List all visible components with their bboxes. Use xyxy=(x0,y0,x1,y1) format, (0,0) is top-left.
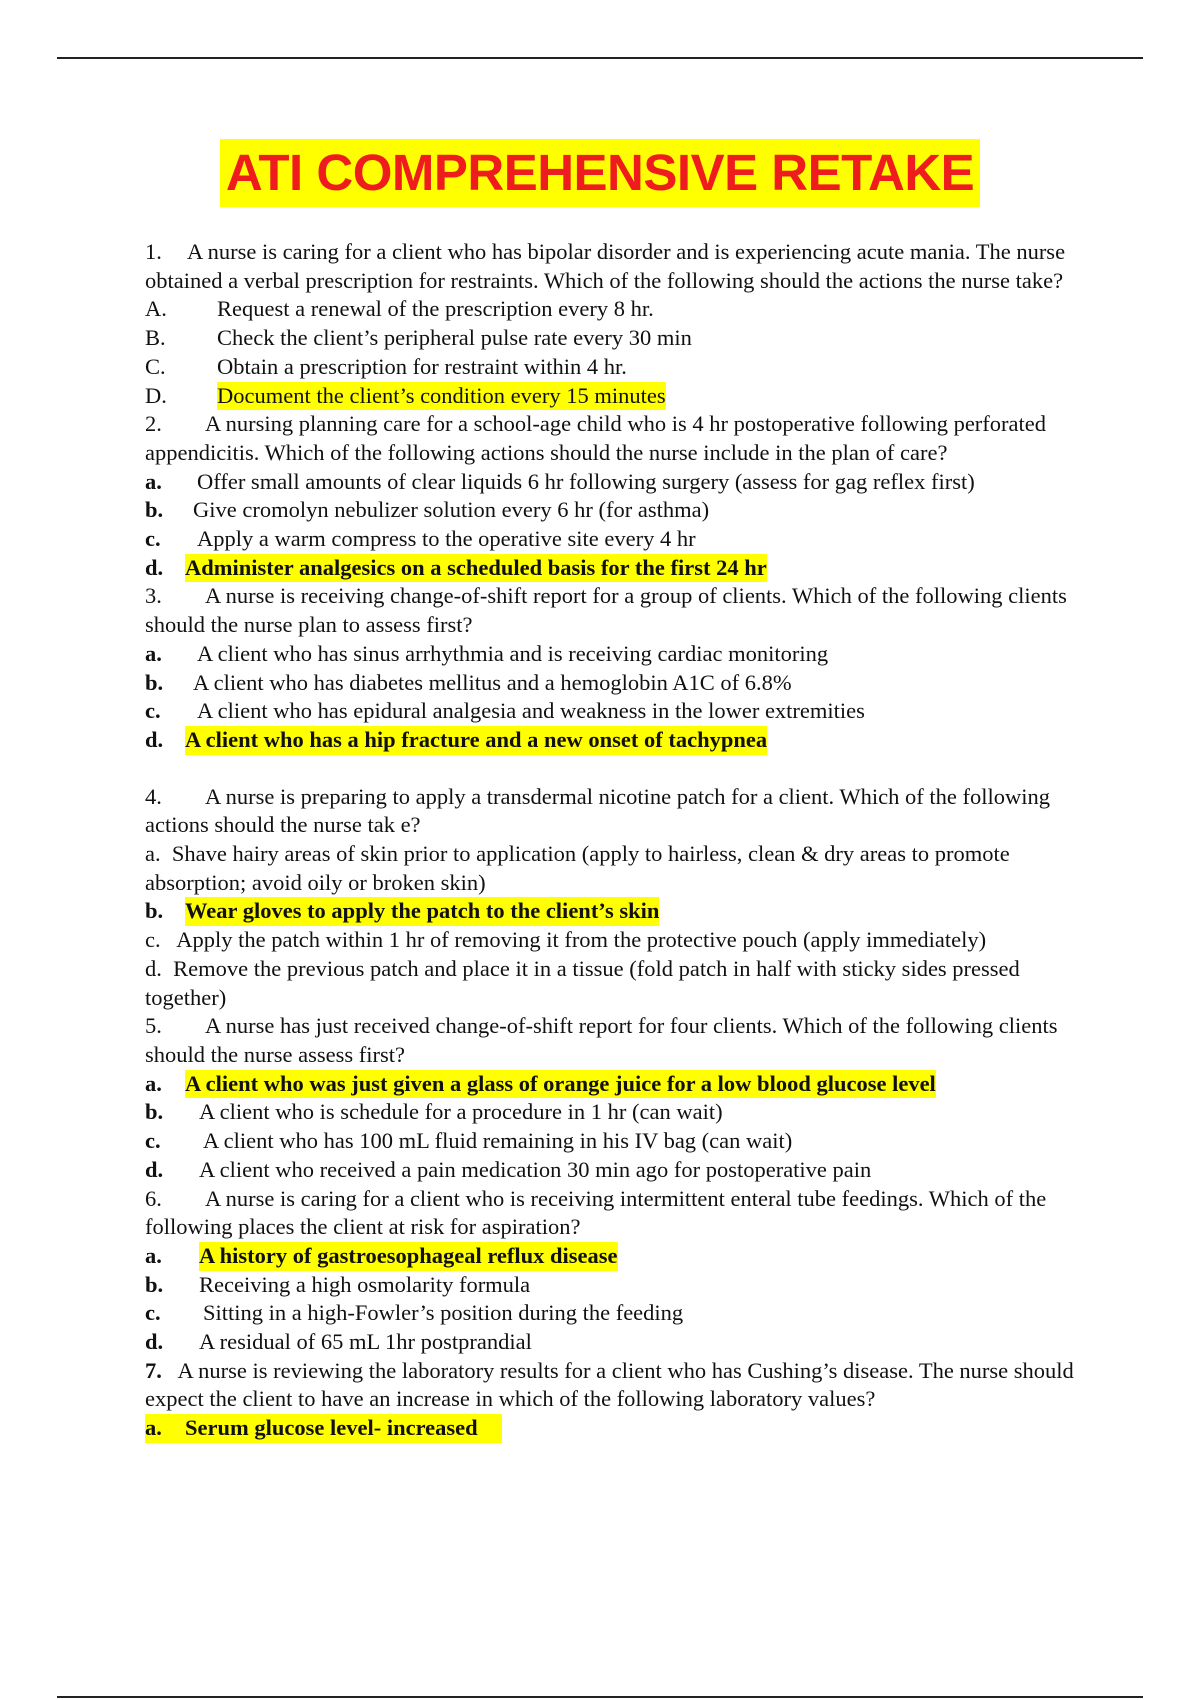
option-text: Apply the patch within 1 hr of removing it from the protective pouch (apply immediately) xyxy=(176,927,987,953)
answer-option xyxy=(145,353,1080,382)
option-label: D. xyxy=(145,382,167,408)
question-1 xyxy=(145,238,1080,295)
option-text: A client who received a pain medication 30 min ago for postoperative pain xyxy=(199,1156,872,1182)
option-text: A client who has epidural analgesia and weakness in the lower extremities xyxy=(197,698,865,724)
answer-option xyxy=(145,525,1080,554)
correct-answer-option xyxy=(145,897,1080,926)
option-label: c. xyxy=(145,1128,161,1154)
answer-option xyxy=(145,955,1080,1012)
option-text: Obtain a prescription for restraint within 4 hr. xyxy=(217,353,627,379)
answer-option xyxy=(145,324,1080,353)
option-label: b. xyxy=(145,1271,164,1297)
answer-option xyxy=(145,640,1080,669)
question-4 xyxy=(145,783,1080,840)
option-text: Request a renewal of the prescription every 8 hr. xyxy=(217,296,654,322)
correct-answer-option xyxy=(145,554,1080,583)
option-label: c. xyxy=(145,1300,161,1326)
option-label: c. xyxy=(145,927,161,953)
correct-answer-option xyxy=(145,1414,1080,1443)
option-label: a. xyxy=(145,1414,185,1443)
option-label: B. xyxy=(145,325,166,351)
answer-option xyxy=(145,1271,1080,1300)
question-2 xyxy=(145,410,1080,467)
question-text: A nurse is reviewing the laboratory results for a client who has Cushing’s disease. The nurse should expect the client to have an increase in which of the following laboratory values? xyxy=(145,1357,1074,1412)
option-text: Sitting in a high-Fowler’s position during the feeding xyxy=(203,1300,684,1326)
option-label: d. xyxy=(145,955,162,981)
question-number: 1. xyxy=(145,239,162,264)
option-label: a. xyxy=(145,841,161,867)
question-7 xyxy=(145,1357,1080,1414)
bottom-rule xyxy=(57,1696,1143,1698)
option-label: A. xyxy=(145,296,167,322)
blank-line xyxy=(145,755,1080,783)
question-number: 3. xyxy=(145,583,162,609)
answer-option xyxy=(145,1156,1080,1185)
option-label: d. xyxy=(145,554,164,580)
title-container xyxy=(0,139,1200,207)
option-label: d. xyxy=(145,726,164,752)
option-label: d. xyxy=(145,1156,164,1182)
option-label: a. xyxy=(145,468,162,494)
option-text: A client who has sinus arrhythmia and is receiving cardiac monitoring xyxy=(197,640,829,666)
top-rule xyxy=(57,57,1143,59)
option-text: A client who has 100 mL fluid remaining in his IV bag (can wait) xyxy=(203,1128,793,1154)
highlighted-answer-text: A history of gastroesophageal reflux disease xyxy=(199,1242,618,1271)
highlighted-answer-text: A client who has a hip fracture and a new onset of tachypnea xyxy=(185,726,767,755)
answer-option xyxy=(145,697,1080,726)
answer-option xyxy=(145,1127,1080,1156)
answer-option xyxy=(145,669,1080,698)
correct-answer-option xyxy=(145,1070,1080,1099)
option-label: a. xyxy=(145,1070,162,1096)
answer-option xyxy=(145,1328,1080,1357)
highlighted-answer-text: A client who was just given a glass of orange juice for a low blood glucose level xyxy=(185,1070,936,1099)
question-3 xyxy=(145,582,1080,639)
answer-option xyxy=(145,295,1080,324)
option-text: Receiving a high osmolarity formula xyxy=(199,1271,531,1297)
answer-option xyxy=(145,840,1080,897)
answer-option xyxy=(145,468,1080,497)
option-text: Offer small amounts of clear liquids 6 hr following surgery (assess for gag reflex first) xyxy=(197,468,975,494)
question-number: 2. xyxy=(145,411,162,437)
question-number: 6. xyxy=(145,1185,162,1211)
option-text: Remove the previous patch and place it in a tissue (fold patch in half with sticky sides pressed together) xyxy=(145,955,1020,1010)
document-title: ATI COMPREHENSIVE RETAKE xyxy=(220,139,980,207)
question-number: 4. xyxy=(145,783,162,809)
question-6 xyxy=(145,1185,1080,1242)
answer-option xyxy=(145,496,1080,525)
highlighted-answer-text: Wear gloves to apply the patch to the client’s skin xyxy=(185,897,659,926)
option-text: Give cromolyn nebulizer solution every 6 hr (for asthma) xyxy=(193,497,710,523)
answer-option xyxy=(145,1098,1080,1127)
highlighted-answer-text: Administer analgesics on a scheduled basis for the first 24 hr xyxy=(185,554,767,583)
option-text: Apply a warm compress to the operative site every 4 hr xyxy=(197,526,696,552)
answer-option xyxy=(145,926,1080,955)
answer-option xyxy=(145,1299,1080,1328)
question-5 xyxy=(145,1012,1080,1069)
option-label: b. xyxy=(145,898,164,924)
option-label: C. xyxy=(145,353,166,379)
option-text: A client who has diabetes mellitus and a hemoglobin A1C of 6.8% xyxy=(193,669,792,695)
option-label: a. xyxy=(145,1242,162,1268)
option-label: d. xyxy=(145,1329,164,1355)
question-text: A nurse is caring for a client who is receiving intermittent enteral tube feedings. Which of the following places the client at risk for aspiration? xyxy=(145,1185,1047,1240)
highlighted-answer-text: Serum glucose level- increased xyxy=(185,1414,502,1443)
correct-answer-option xyxy=(145,1242,1080,1271)
option-label: b. xyxy=(145,1099,164,1125)
question-text: A nurse is caring for a client who has bipolar disorder and is experiencing acute mania. The nurse obtained a verbal prescription for restraints. Which of the following should the actions the nurse take? xyxy=(145,239,1066,293)
option-text: Shave hairy areas of skin prior to application (apply to hairless, clean & dry areas to promote absorption; avoid oily or broken skin) xyxy=(145,841,1010,895)
option-label: a. xyxy=(145,640,162,666)
highlighted-answer-text: Document the client’s condition every 15 minutes xyxy=(217,382,666,411)
correct-answer-option xyxy=(145,726,1080,755)
question-number: 7. xyxy=(145,1357,162,1383)
document-body xyxy=(145,238,1080,1443)
option-label: c. xyxy=(145,526,161,552)
option-label: b. xyxy=(145,497,164,523)
option-text: Check the client’s peripheral pulse rate every 30 min xyxy=(217,325,692,351)
question-text: A nurse is preparing to apply a transdermal nicotine patch for a client. Which of the following actions should the nurse tak e? xyxy=(145,783,1050,838)
option-label: b. xyxy=(145,669,164,695)
option-text: A residual of 65 mL 1hr postprandial xyxy=(199,1329,532,1355)
option-label: c. xyxy=(145,698,161,724)
option-text: A client who is schedule for a procedure in 1 hr (can wait) xyxy=(199,1099,723,1125)
correct-answer-option xyxy=(145,382,1080,411)
question-text: A nurse is receiving change-of-shift report for a group of clients. Which of the following clients should the nurse plan to assess first? xyxy=(145,583,1067,638)
question-number: 5. xyxy=(145,1013,162,1039)
question-text: A nurse has just received change-of-shift report for four clients. Which of the following clients should the nurse assess first? xyxy=(145,1013,1058,1067)
question-text: A nursing planning care for a school-age child who is 4 hr postoperative following perforated appendicitis. Which of the following actions should the nurse include in the plan of care? xyxy=(145,411,1047,465)
